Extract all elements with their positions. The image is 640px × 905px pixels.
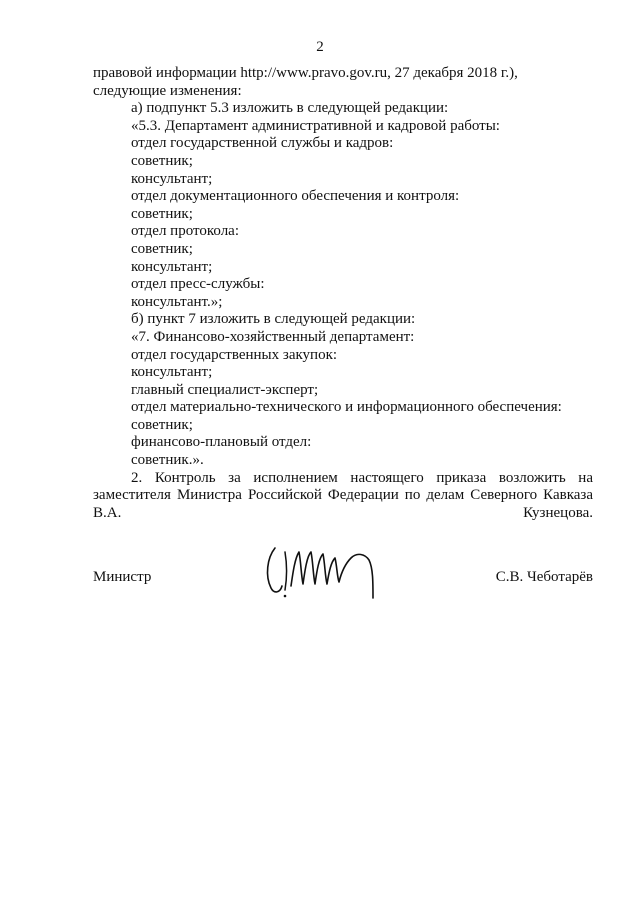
list-item: главный специалист-эксперт; — [131, 381, 319, 398]
list-item: советник.». — [131, 452, 204, 469]
list-item: отдел государственной службы и кадров: — [131, 135, 394, 152]
list-item: консультант.»; — [131, 293, 223, 310]
document-body — [93, 65, 593, 522]
department-7-title: «7. Финансово-хозяйственный департамент: — [131, 328, 415, 345]
list-item: советник; — [131, 416, 193, 433]
list-item: советник; — [131, 240, 193, 257]
amendment-a-heading: а) подпункт 5.3 изложить в следующей редакции: — [131, 100, 449, 117]
list-item: советник; — [131, 152, 193, 169]
department-5-3-title: «5.3. Департамент административной и кадровой работы: — [131, 117, 500, 134]
list-item: отдел материально-технического и информационного обеспечения: — [131, 399, 562, 416]
signature-block — [93, 564, 593, 604]
list-item: советник; — [131, 205, 193, 222]
lead-paragraph: правовой информации http://www.pravo.gov.ru, 27 декабря 2018 г.), следующие изменения: — [93, 65, 518, 99]
handwritten-signature — [261, 538, 391, 604]
amendment-b-heading: б) пункт 7 изложить в следующей редакции: — [131, 311, 416, 328]
signatory-title: Министр — [93, 569, 152, 585]
list-item: отдел государственных закупок: — [131, 346, 338, 363]
list-item: отдел документационного обеспечения и контроля: — [131, 188, 460, 205]
list-item: отдел протокола: — [131, 223, 240, 240]
list-item: консультант; — [131, 170, 213, 187]
list-item: финансово-плановый отдел: — [131, 434, 312, 451]
list-item: отдел пресс-службы: — [131, 276, 265, 293]
control-paragraph: 2. Контроль за исполнением настоящего приказа возложить на заместителя Министра Российской Федерации по делам Северного Кавказа В.А. Кузнецова. — [93, 469, 593, 521]
list-item: консультант; — [131, 364, 213, 381]
list-item: консультант; — [131, 258, 213, 275]
page-number: 2 — [316, 39, 324, 55]
signatory-name: С.В. Чеботарёв — [495, 569, 593, 585]
